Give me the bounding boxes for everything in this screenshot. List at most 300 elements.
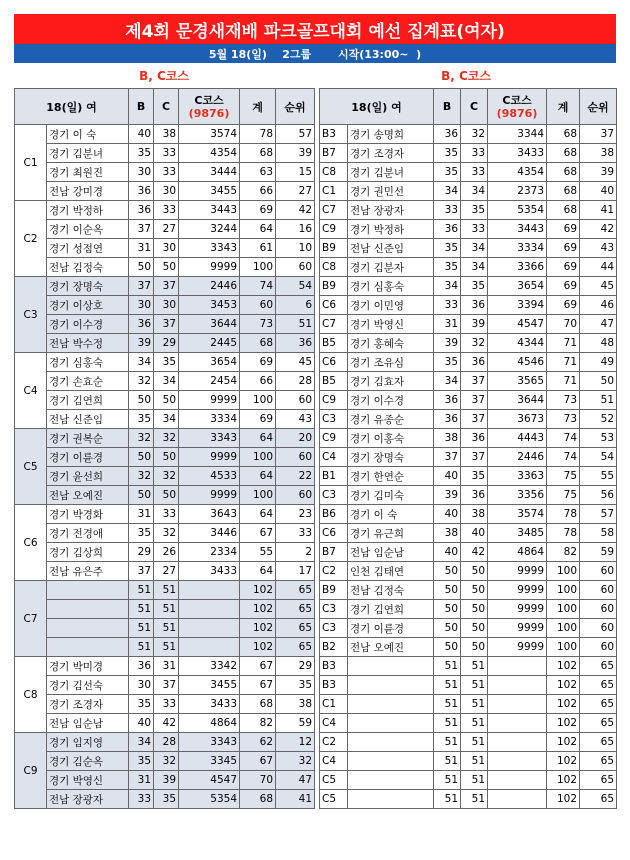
player-region: 전남 [49,413,70,426]
score-b: 51 [129,581,154,600]
player-name: 김미숙 [373,489,405,502]
score-c: 35 [154,353,179,372]
score-b: 40 [434,505,461,524]
score-c: 50 [461,581,488,600]
score-total: 55 [240,543,276,562]
player-cell [348,505,434,524]
right-header-total: 계 [547,89,580,125]
right-table-row [320,486,617,505]
player-cell [47,467,129,486]
score-b: 36 [129,657,154,676]
c-course-code: 3433 [179,562,240,581]
left-table-row [15,638,315,657]
score-c: 30 [154,239,179,258]
score-c: 36 [461,353,488,372]
hole-code: B7 [320,543,348,562]
score-c: 35 [154,790,179,809]
left-table-row [15,581,315,600]
c-course-code: 3644 [179,315,240,334]
hole-code: C6 [320,353,348,372]
hole-code: C5 [320,790,348,809]
player-name: 이수경 [373,394,405,407]
score-c: 50 [461,619,488,638]
player-name: 유근희 [373,527,405,540]
left-table-row [15,391,315,410]
player-cell [47,353,129,372]
left-table-row [15,410,315,429]
hole-code: B6 [320,505,348,524]
score-c: 36 [461,296,488,315]
score-b: 31 [129,505,154,524]
rank: 65 [580,771,617,790]
score-c: 50 [461,600,488,619]
player-name: 박수정 [72,337,104,350]
right-table-row [320,315,617,334]
score-b: 51 [434,714,461,733]
player-cell [348,543,434,562]
c-course-code: 3485 [488,524,547,543]
rank: 12 [276,733,315,752]
player-name: 박경화 [72,508,104,521]
left-table-row [15,467,315,486]
rank: 60 [276,391,315,410]
player-region: 경기 [49,318,70,331]
player-cell [348,201,434,220]
score-total: 67 [240,524,276,543]
c-course-code: 3394 [488,296,547,315]
rank: 65 [580,695,617,714]
score-b: 31 [129,771,154,790]
hole-code: C6 [320,296,348,315]
hole-code: C7 [320,315,348,334]
player-cell [348,714,434,733]
c-course-code: 3334 [179,410,240,429]
c-course-code: 4547 [179,771,240,790]
player-name: 김분녀 [373,166,405,179]
c-course-code: 9999 [179,258,240,277]
hole-code: C5 [320,771,348,790]
score-total: 68 [547,144,580,163]
c-course-code: 3654 [488,277,547,296]
player-name: 유은주 [72,565,104,578]
left-table-row [15,676,315,695]
c-course-code: 3453 [179,296,240,315]
hole-code: C4 [320,448,348,467]
score-total: 100 [547,581,580,600]
rank: 15 [276,163,315,182]
score-c: 34 [461,239,488,258]
rank: 23 [276,505,315,524]
score-total: 100 [240,391,276,410]
player-name: 심홍숙 [72,356,104,369]
rank: 40 [580,182,617,201]
player-cell [348,676,434,695]
score-total: 69 [547,296,580,315]
c-course-code: 3345 [179,752,240,771]
hole-code: C4 [320,752,348,771]
rank: 43 [580,239,617,258]
player-cell [47,695,129,714]
rank: 33 [276,524,315,543]
player-name: 조경자 [72,698,104,711]
score-c: 51 [461,752,488,771]
c-course-code: 3433 [488,144,547,163]
left-header-ccourse-label: C코스 [194,93,224,107]
player-cell [348,277,434,296]
score-c: 42 [154,714,179,733]
left-table-row [15,258,315,277]
c-course-code: 3356 [488,486,547,505]
score-total: 69 [240,201,276,220]
hole-code: C3 [320,619,348,638]
player-cell [348,315,434,334]
score-b: 50 [129,258,154,277]
c-course-code [488,771,547,790]
right-table-row [320,182,617,201]
player-cell [348,448,434,467]
left-score-table [14,88,315,809]
score-c: 51 [154,581,179,600]
score-total: 75 [547,467,580,486]
score-total: 100 [547,619,580,638]
c-course-code: 4344 [488,334,547,353]
rank: 49 [580,353,617,372]
right-table-row [320,239,617,258]
player-cell [348,695,434,714]
player-region: 경기 [350,356,371,369]
player-cell [348,733,434,752]
score-c: 42 [461,543,488,562]
score-c: 51 [154,638,179,657]
player-cell [47,543,129,562]
c-course-code [179,600,240,619]
player-name: 박영신 [72,774,104,787]
score-b: 34 [434,372,461,391]
score-c: 27 [154,562,179,581]
hole-code: B9 [320,581,348,600]
score-b: 35 [129,524,154,543]
rank: 2 [276,543,315,562]
player-region: 경기 [350,508,371,521]
hole-code: C9 [320,220,348,239]
score-b: 35 [129,695,154,714]
player-cell [348,790,434,809]
score-total: 102 [547,771,580,790]
hole-code: B3 [320,657,348,676]
score-c: 32 [154,429,179,448]
score-total: 66 [240,372,276,391]
score-b: 35 [434,144,461,163]
score-b: 51 [434,695,461,714]
player-cell [47,125,129,144]
score-c: 51 [461,676,488,695]
player-region: 경기 [350,128,371,141]
player-name: 김태연 [373,565,405,578]
player-region: 경기 [49,470,70,483]
player-region: 경기 [49,223,70,236]
player-region: 경기 [49,527,70,540]
player-cell [47,277,129,296]
player-name: 신준임 [373,242,405,255]
left-table-row [15,448,315,467]
right-table-row [320,581,617,600]
player-name: 임순남 [373,546,405,559]
c-course-code: 9999 [488,619,547,638]
left-header-row [15,89,315,125]
c-course-code [488,657,547,676]
player-name: 유종순 [373,413,405,426]
right-table-row [320,448,617,467]
score-total: 69 [547,258,580,277]
score-total: 100 [240,258,276,277]
right-header-day: 18(일) 여 [320,89,434,125]
player-name: 이륜경 [373,622,405,635]
score-total: 73 [547,391,580,410]
left-table-row [15,505,315,524]
score-total: 71 [547,372,580,391]
score-c: 34 [461,182,488,201]
score-c: 38 [461,505,488,524]
right-table-row [320,391,617,410]
player-region: 경기 [49,698,70,711]
player-cell [47,600,129,619]
right-header-b: B [434,89,461,125]
player-name: 이 숙 [72,128,97,141]
c-course-code: 3342 [179,657,240,676]
left-header-ccourse [179,89,240,125]
player-name: 박정하 [72,204,104,217]
right-score-table [319,88,617,809]
score-c: 34 [154,410,179,429]
player-cell [348,258,434,277]
right-table-row [320,144,617,163]
player-region: 경기 [350,622,371,635]
score-total: 64 [240,220,276,239]
rank: 37 [580,125,617,144]
player-cell [47,733,129,752]
player-region: 전남 [350,641,371,654]
player-name: 박정하 [373,223,405,236]
score-c: 37 [154,315,179,334]
score-total: 68 [240,790,276,809]
score-c: 50 [154,391,179,410]
right-table-row [320,258,617,277]
player-region: 전남 [350,546,371,559]
player-name: 장광자 [373,204,405,217]
score-total: 69 [547,220,580,239]
rank: 65 [580,714,617,733]
score-b: 51 [434,752,461,771]
rank: 27 [276,182,315,201]
hole-code: B2 [320,638,348,657]
score-b: 36 [434,410,461,429]
score-total: 67 [240,676,276,695]
left-table-row [15,277,315,296]
player-region: 경기 [49,774,70,787]
score-c: 28 [154,733,179,752]
player-region: 전남 [49,793,70,806]
right-table-row [320,201,617,220]
right-table-row [320,467,617,486]
score-total: 67 [240,752,276,771]
c-course-code [488,790,547,809]
rank: 45 [580,277,617,296]
rank: 60 [580,638,617,657]
c-course-code: 3446 [179,524,240,543]
score-b: 50 [129,448,154,467]
score-total: 100 [547,562,580,581]
right-table-row [320,695,617,714]
rank: 65 [276,638,315,657]
player-name: 전경애 [72,527,104,540]
player-name: 이순옥 [72,223,104,236]
c-course-code: 4533 [179,467,240,486]
score-c: 51 [461,771,488,790]
player-cell [348,752,434,771]
rank: 10 [276,239,315,258]
score-b: 35 [434,239,461,258]
score-total: 102 [547,657,580,676]
left-table-row [15,372,315,391]
score-b: 32 [129,372,154,391]
left-table-row [15,714,315,733]
player-cell [47,657,129,676]
player-cell [348,163,434,182]
player-region: 경기 [350,299,371,312]
player-region: 경기 [350,185,371,198]
hole-code: C7 [320,201,348,220]
player-cell [47,448,129,467]
score-c: 37 [461,410,488,429]
score-total: 78 [547,505,580,524]
c-course-code: 3444 [179,163,240,182]
player-name: 신준임 [72,413,104,426]
left-table-row [15,695,315,714]
score-c: 35 [461,277,488,296]
player-cell [47,144,129,163]
score-c: 37 [154,676,179,695]
c-course-code [488,695,547,714]
player-name: 이륜경 [72,451,104,464]
rank: 38 [276,695,315,714]
player-cell [348,410,434,429]
player-region: 전남 [350,584,371,597]
player-region: 경기 [350,223,371,236]
player-region: 경기 [49,204,70,217]
score-b: 30 [129,676,154,695]
score-b: 38 [434,524,461,543]
score-total: 68 [240,144,276,163]
player-name: 김연희 [72,394,104,407]
player-region: 전남 [49,261,70,274]
score-c: 35 [461,201,488,220]
rank: 65 [276,600,315,619]
player-region: 경기 [350,394,371,407]
score-total: 69 [547,277,580,296]
player-name: 권복순 [72,432,104,445]
player-cell [348,125,434,144]
score-c: 51 [461,790,488,809]
score-c: 33 [154,695,179,714]
score-b: 50 [434,600,461,619]
right-table-row [320,353,617,372]
player-region: 경기 [49,128,70,141]
group-label: C3 [15,277,47,353]
left-table-row [15,733,315,752]
player-region: 경기 [350,280,371,293]
c-course-code: 3643 [179,505,240,524]
rank: 54 [276,277,315,296]
score-total: 63 [240,163,276,182]
score-total: 100 [240,486,276,505]
score-c: 33 [154,201,179,220]
score-total: 73 [547,410,580,429]
rank: 65 [580,657,617,676]
score-b: 36 [434,220,461,239]
player-cell [47,638,129,657]
hole-code: B1 [320,467,348,486]
score-c: 51 [461,695,488,714]
player-cell [348,657,434,676]
score-b: 36 [129,201,154,220]
right-table-row [320,638,617,657]
right-header-ccourse [488,89,547,125]
player-region: 경기 [350,413,371,426]
player-name: 오예진 [373,641,405,654]
hole-code: C8 [320,258,348,277]
player-cell [348,182,434,201]
player-name: 김정숙 [72,261,104,274]
player-region: 전남 [49,337,70,350]
rank: 20 [276,429,315,448]
player-region: 경기 [350,318,371,331]
score-c: 51 [461,657,488,676]
c-course-code: 2446 [488,448,547,467]
hole-code: C2 [320,733,348,752]
score-b: 31 [129,239,154,258]
player-region: 경기 [350,527,371,540]
hole-code: C1 [320,695,348,714]
score-total: 100 [240,448,276,467]
c-course-code: 4354 [179,144,240,163]
c-course-code: 3366 [488,258,547,277]
player-cell [348,467,434,486]
rank: 41 [580,201,617,220]
player-region: 전남 [49,185,70,198]
rank: 44 [580,258,617,277]
c-course-code: 9999 [488,562,547,581]
c-course-code: 3334 [488,239,547,258]
player-cell [47,163,129,182]
group-label: C6 [15,505,47,581]
c-course-code: 4546 [488,353,547,372]
player-name: 김순옥 [72,755,104,768]
player-cell [348,372,434,391]
score-c: 34 [154,372,179,391]
score-total: 74 [547,448,580,467]
player-cell [47,524,129,543]
hole-code: B5 [320,334,348,353]
group-label: C9 [15,733,47,809]
score-c: 33 [461,220,488,239]
left-table-row [15,163,315,182]
player-region: 전남 [350,242,371,255]
left-table-row [15,524,315,543]
score-b: 35 [434,258,461,277]
c-course-code: 2334 [179,543,240,562]
player-region: 인천 [350,565,371,578]
score-total: 62 [240,733,276,752]
